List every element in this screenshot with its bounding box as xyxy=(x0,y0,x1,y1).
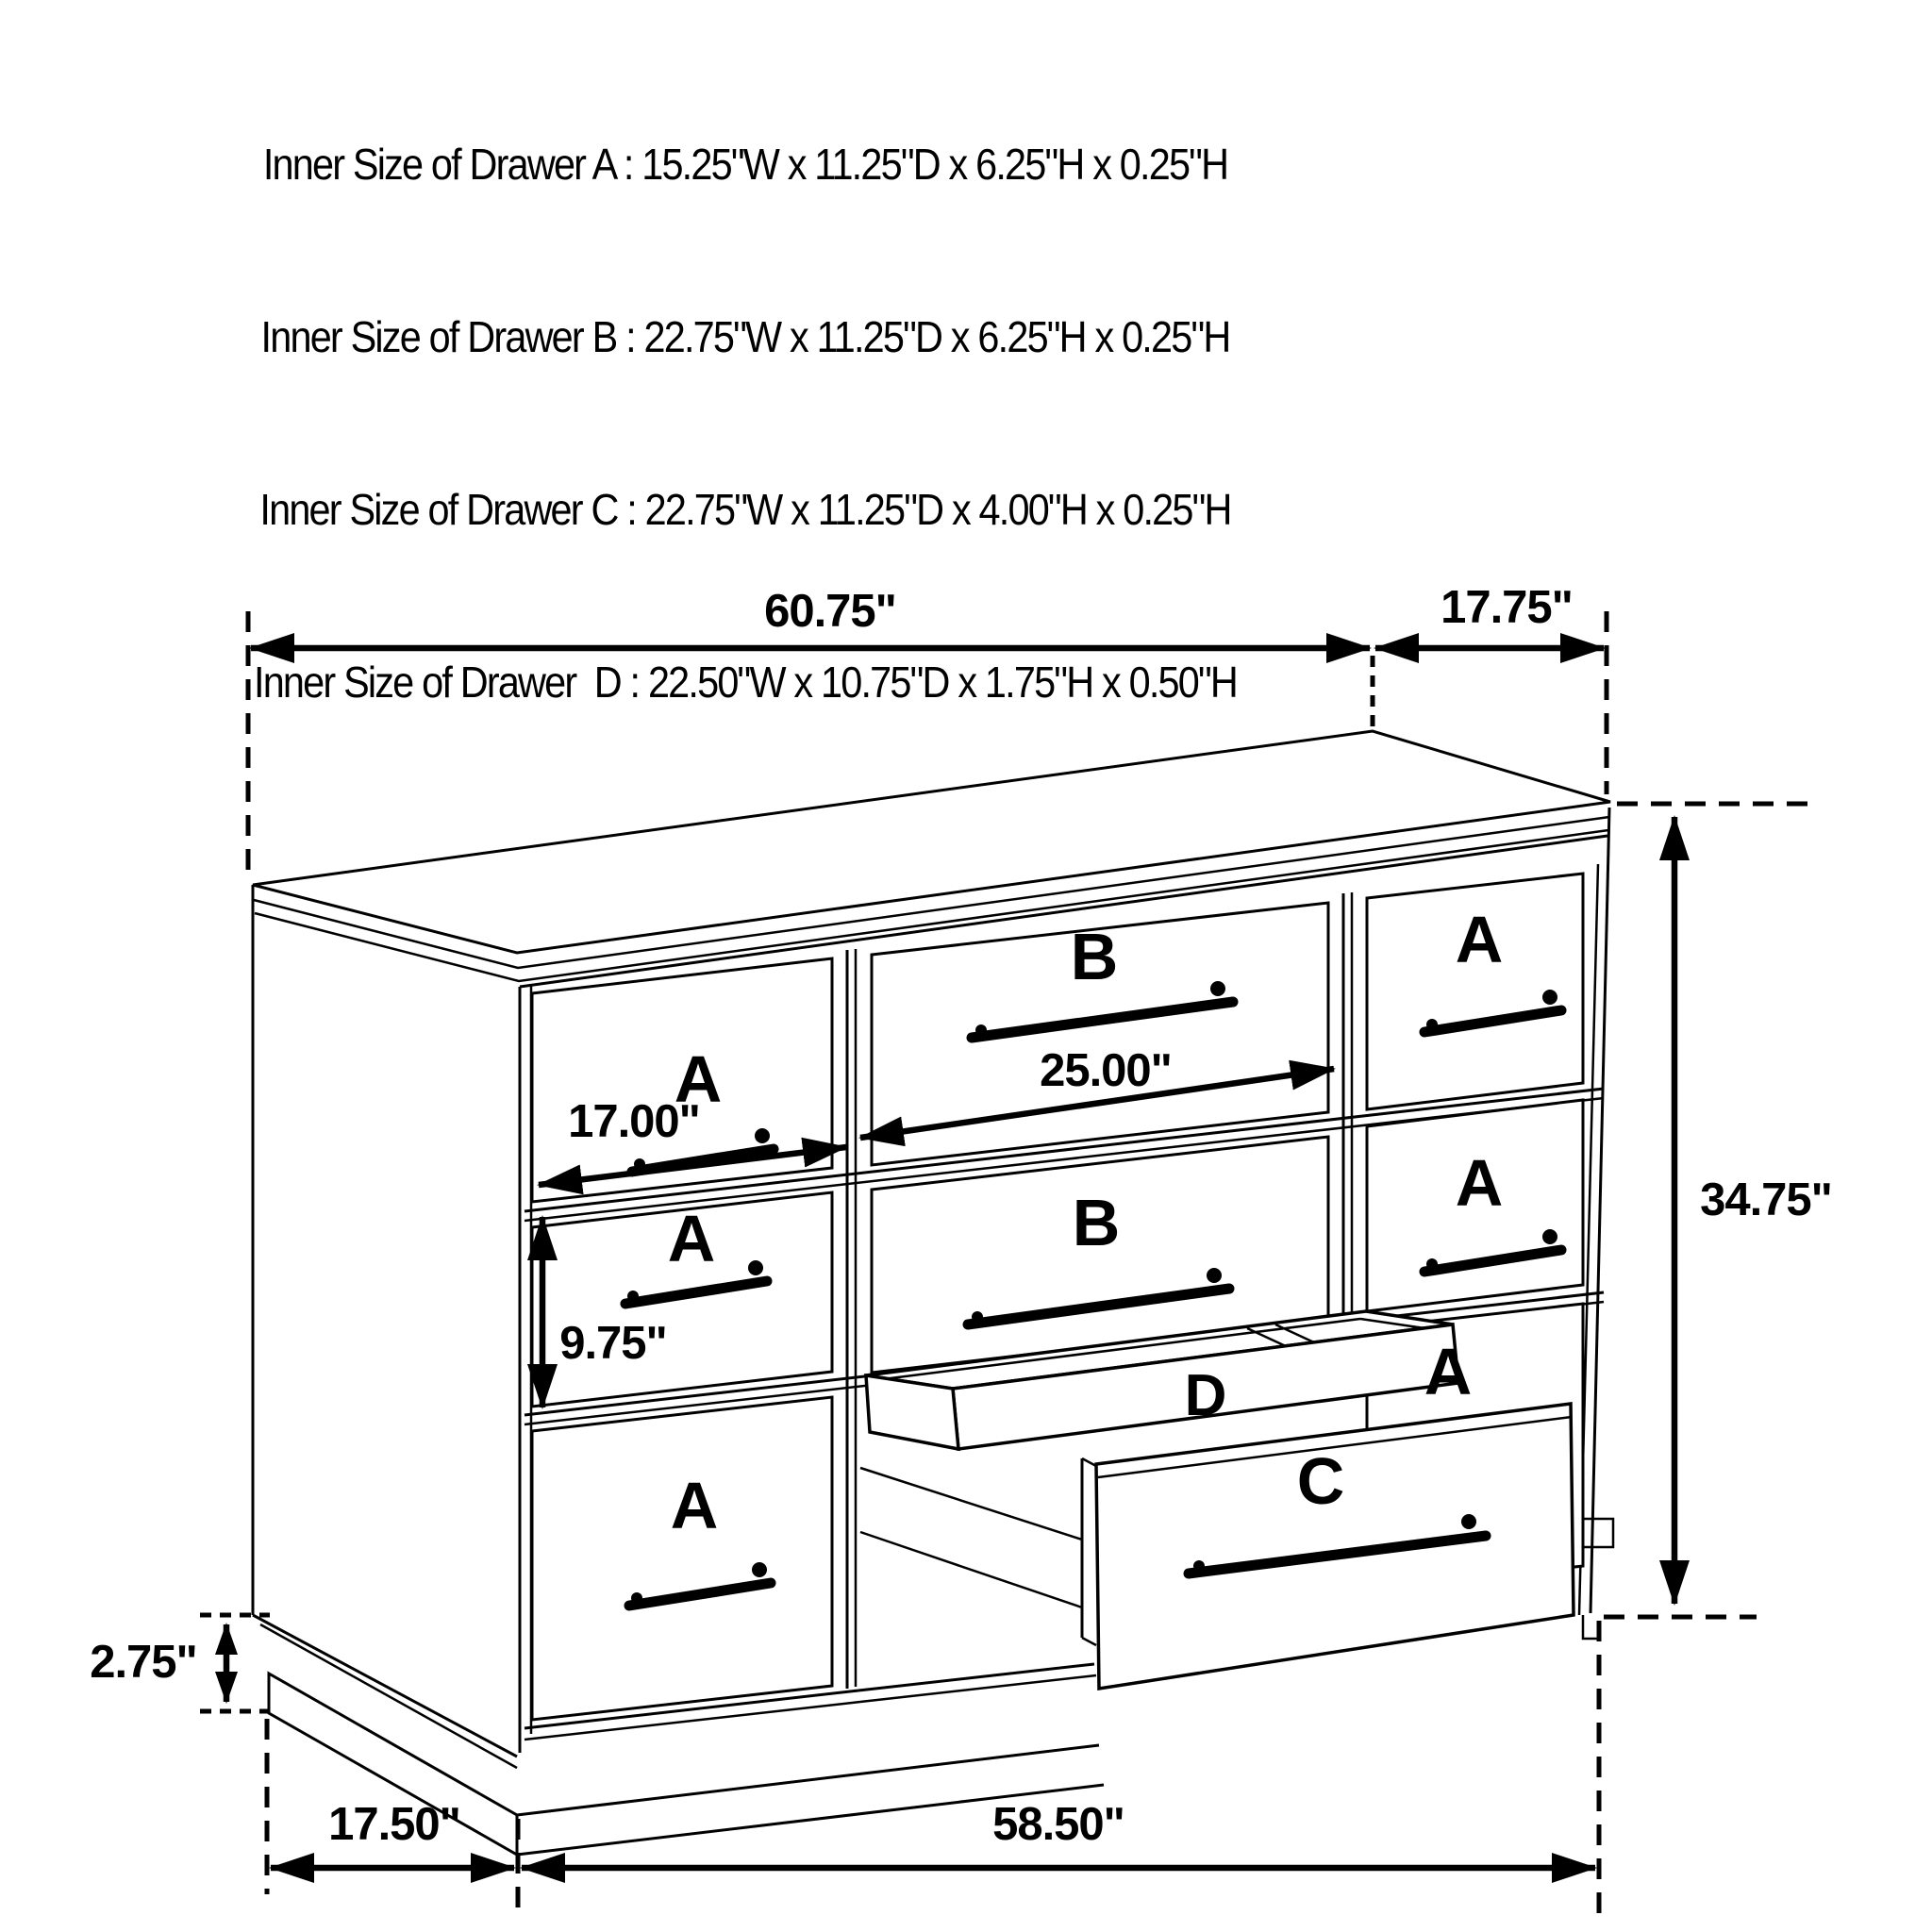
dim-label-left-drawer-width: 17.00" xyxy=(568,1096,700,1147)
letter-middle-b1: B xyxy=(1070,920,1119,993)
letter-left-3: A xyxy=(670,1469,719,1542)
dim-label-top-width: 60.75" xyxy=(764,586,896,637)
letter-right-3: A xyxy=(1424,1335,1473,1408)
letter-right-1: A xyxy=(1455,903,1504,976)
dim-label-middle-drawer-height: 9.75" xyxy=(559,1318,667,1369)
letter-left-2: A xyxy=(667,1202,716,1275)
dresser-carcass xyxy=(253,731,1613,1855)
left-side-panel xyxy=(253,885,531,1768)
letter-right-2: A xyxy=(1455,1146,1504,1220)
dim-label-middle-drawer-width: 25.00" xyxy=(1040,1045,1172,1096)
drawer-front-left-3 xyxy=(532,1397,832,1720)
spec-line-drawer-c: Inner Size of Drawer C : 22.75"W x 11.25"D x 4.00"H x 0.25"H xyxy=(259,485,1231,534)
spec-line-drawer-b: Inner Size of Drawer B : 22.75"W x 11.25"D x 6.25"H x 0.25"H xyxy=(260,312,1230,361)
spec-line-drawer-a: Inner Size of Drawer A : 15.25"W x 11.25"D x 6.25"H x 0.25"H xyxy=(262,140,1228,189)
dim-label-overall-height: 34.75" xyxy=(1700,1174,1832,1225)
dim-label-base-width: 58.50" xyxy=(992,1799,1124,1850)
letter-left-1: A xyxy=(674,1042,723,1116)
dim-label-base-depth: 17.50" xyxy=(328,1799,460,1850)
dim-label-side-depth: 17.75" xyxy=(1441,582,1573,633)
spec-line-drawer-d: Inner Size of Drawer D : 22.50"W x 10.75"D x 1.75"H x 0.50"H xyxy=(253,658,1237,707)
letter-middle-b2: B xyxy=(1072,1186,1121,1259)
dim-label-base-height: 2.75" xyxy=(90,1637,197,1688)
letter-drawer-c: C xyxy=(1296,1444,1345,1518)
letter-tray-d: D xyxy=(1184,1363,1227,1428)
